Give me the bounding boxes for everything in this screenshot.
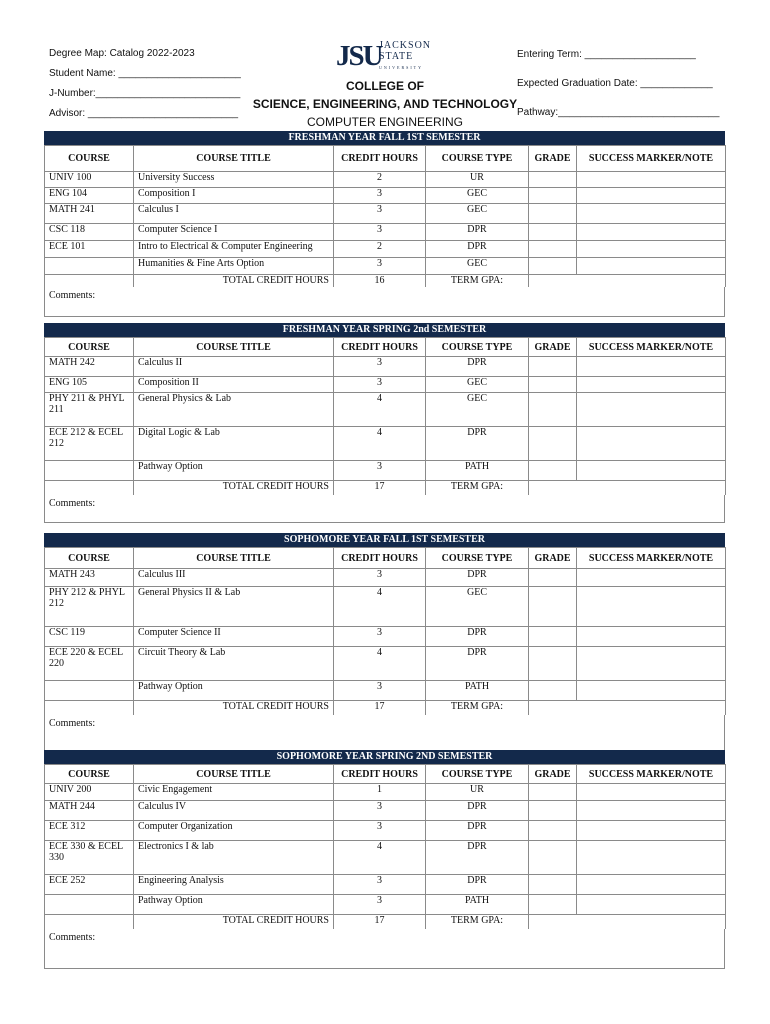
course-title-cell: Calculus IV (134, 801, 334, 821)
credits-col-header: CREDIT HOURS (334, 765, 426, 784)
grade-cell[interactable] (529, 172, 577, 188)
logo-mark: JSU (336, 40, 382, 72)
credit-hours-cell: 3 (334, 875, 426, 895)
term-gpa-value[interactable] (529, 701, 726, 715)
note-cell[interactable] (577, 895, 726, 915)
term-gpa-value[interactable] (529, 481, 726, 495)
header-right (517, 47, 719, 134)
term-gpa-label: TERM GPA: (426, 915, 529, 929)
note-cell[interactable] (577, 377, 726, 393)
logo-wordmark: JACKSON STATE UNIVERSITY (379, 40, 432, 70)
credit-hours-cell: 4 (334, 427, 426, 461)
course-code-cell: CSC 119 (45, 627, 134, 647)
table-row (45, 875, 726, 895)
course-type-cell: UR (426, 172, 529, 188)
total-credit-label: TOTAL CREDIT HOURS (134, 915, 334, 929)
grade-cell[interactable] (529, 461, 577, 481)
total-credit-value: 17 (334, 701, 426, 715)
student-name-field[interactable]: Student Name: ______________________ (49, 68, 241, 79)
table-row (45, 461, 726, 481)
course-title-cell: Circuit Theory & Lab (134, 647, 334, 681)
grade-cell[interactable] (529, 377, 577, 393)
course-col-header: COURSE (45, 146, 134, 172)
total-credit-value: 17 (334, 915, 426, 929)
grade-cell[interactable] (529, 801, 577, 821)
table-row (45, 841, 726, 875)
college-line2: SCIENCE, ENGINEERING, AND TECHNOLOGY (252, 97, 518, 111)
credit-hours-cell: 3 (334, 357, 426, 377)
table-row (45, 204, 726, 224)
course-title-cell: Humanities & Fine Arts Option (134, 258, 334, 275)
university-logo (336, 40, 440, 76)
course-table (44, 337, 726, 495)
course-title-cell: Composition II (134, 377, 334, 393)
grade-col-header: GRADE (529, 338, 577, 357)
table-row (45, 427, 726, 461)
term-gpa-label: TERM GPA: (426, 275, 529, 287)
table-row (45, 569, 726, 587)
table-header-row (45, 338, 726, 357)
note-cell[interactable] (577, 841, 726, 875)
credit-hours-cell: 3 (334, 569, 426, 587)
course-code-cell: MATH 243 (45, 569, 134, 587)
course-code-cell: ECE 252 (45, 875, 134, 895)
note-cell[interactable] (577, 681, 726, 701)
course-code-cell: MATH 242 (45, 357, 134, 377)
credit-hours-cell: 2 (334, 241, 426, 258)
credit-hours-cell: 3 (334, 895, 426, 915)
type-col-header: COURSE TYPE (426, 338, 529, 357)
comments-box[interactable] (44, 287, 725, 317)
note-cell[interactable] (577, 461, 726, 481)
course-table (44, 145, 726, 287)
title-col-header: COURSE TITLE (134, 338, 334, 357)
credit-hours-cell: 4 (334, 841, 426, 875)
note-cell[interactable] (577, 569, 726, 587)
course-title-cell: Pathway Option (134, 681, 334, 701)
total-row (45, 481, 726, 495)
course-code-cell (45, 895, 134, 915)
grade-cell[interactable] (529, 393, 577, 427)
grade-cell[interactable] (529, 647, 577, 681)
table-row (45, 681, 726, 701)
entering-term-field[interactable]: Entering Term: ____________________ (517, 49, 696, 60)
credit-hours-cell: 4 (334, 393, 426, 427)
table-row (45, 393, 726, 427)
course-title-cell: General Physics II & Lab (134, 587, 334, 627)
note-cell[interactable] (577, 821, 726, 841)
course-code-cell: ECE 212 & ECEL 212 (45, 427, 134, 461)
credit-hours-cell: 3 (334, 627, 426, 647)
course-col-header: COURSE (45, 338, 134, 357)
total-spacer (45, 915, 134, 929)
table-header-row (45, 765, 726, 784)
table-row (45, 784, 726, 801)
credit-hours-cell: 3 (334, 681, 426, 701)
total-credit-value: 17 (334, 481, 426, 495)
term-gpa-label: TERM GPA: (426, 701, 529, 715)
grade-cell[interactable] (529, 895, 577, 915)
course-table (44, 547, 726, 715)
grade-cell[interactable] (529, 224, 577, 241)
grade-cell[interactable] (529, 357, 577, 377)
table-row (45, 224, 726, 241)
course-type-cell: PATH (426, 681, 529, 701)
pathway-field[interactable]: Pathway:_____________________________ (517, 107, 720, 118)
table-row (45, 172, 726, 188)
total-credit-label: TOTAL CREDIT HOURS (134, 275, 334, 287)
note-col-header: SUCCESS MARKER/NOTE (577, 548, 726, 569)
note-cell[interactable] (577, 784, 726, 801)
comments-box[interactable] (44, 715, 725, 751)
note-col-header: SUCCESS MARKER/NOTE (577, 338, 726, 357)
course-title-cell: Intro to Electrical & Computer Engineering (134, 241, 334, 258)
course-code-cell: MATH 241 (45, 204, 134, 224)
course-code-cell: ECE 330 & ECEL 330 (45, 841, 134, 875)
grade-col-header: GRADE (529, 548, 577, 569)
course-type-cell: PATH (426, 895, 529, 915)
course-title-cell: Computer Science I (134, 224, 334, 241)
course-type-cell: UR (426, 784, 529, 801)
grade-cell[interactable] (529, 681, 577, 701)
course-col-header: COURSE (45, 548, 134, 569)
semester-title: FRESHMAN YEAR SPRING 2nd SEMESTER (44, 323, 725, 337)
total-row (45, 275, 726, 287)
college-line1: COLLEGE OF (346, 79, 424, 93)
course-type-cell: DPR (426, 357, 529, 377)
semester-title: SOPHOMORE YEAR SPRING 2ND SEMESTER (44, 750, 725, 764)
course-title-cell: Calculus III (134, 569, 334, 587)
course-code-cell (45, 461, 134, 481)
title-col-header: COURSE TITLE (134, 146, 334, 172)
credit-hours-cell: 3 (334, 188, 426, 204)
grade-cell[interactable] (529, 587, 577, 627)
program-name: COMPUTER ENGINEERING (306, 115, 463, 129)
course-code-cell (45, 258, 134, 275)
title-col-header: COURSE TITLE (134, 765, 334, 784)
table-row (45, 241, 726, 258)
header-left (49, 44, 241, 124)
table-row (45, 895, 726, 915)
credit-hours-cell: 4 (334, 587, 426, 627)
credit-hours-cell: 3 (334, 377, 426, 393)
note-cell[interactable] (577, 427, 726, 461)
table-row (45, 587, 726, 627)
advisor-field[interactable]: Advisor: ___________________________ (49, 108, 239, 119)
course-title-cell: Composition I (134, 188, 334, 204)
course-code-cell: PHY 211 & PHYL 211 (45, 393, 134, 427)
table-row (45, 357, 726, 377)
course-type-cell: GEC (426, 587, 529, 627)
comments-label: Comments: (49, 497, 96, 509)
total-credit-label: TOTAL CREDIT HOURS (134, 481, 334, 495)
semester-title: FRESHMAN YEAR FALL 1ST SEMESTER (44, 131, 725, 145)
course-table (44, 764, 726, 929)
catalog-label: Degree Map: Catalog 2022-2023 (49, 48, 195, 59)
note-cell[interactable] (577, 587, 726, 627)
note-cell[interactable] (577, 172, 726, 188)
course-type-cell: PATH (426, 461, 529, 481)
grade-cell[interactable] (529, 627, 577, 647)
credit-hours-cell: 3 (334, 224, 426, 241)
course-code-cell: UNIV 100 (45, 172, 134, 188)
credits-col-header: CREDIT HOURS (334, 548, 426, 569)
expected-graduation-field[interactable]: Expected Graduation Date: _____________ (517, 78, 713, 89)
course-title-cell: University Success (134, 172, 334, 188)
comments-label: Comments: (49, 289, 96, 301)
grade-cell[interactable] (529, 188, 577, 204)
note-cell[interactable] (577, 188, 726, 204)
credit-hours-cell: 3 (334, 821, 426, 841)
semester-section (44, 533, 725, 751)
comments-label: Comments: (49, 717, 96, 729)
course-type-cell: GEC (426, 393, 529, 427)
course-title-cell: Calculus I (134, 204, 334, 224)
grade-cell[interactable] (529, 241, 577, 258)
table-row (45, 647, 726, 681)
credit-hours-cell: 3 (334, 258, 426, 275)
credit-hours-cell: 4 (334, 647, 426, 681)
note-cell[interactable] (577, 204, 726, 224)
type-col-header: COURSE TYPE (426, 146, 529, 172)
table-row (45, 188, 726, 204)
note-cell[interactable] (577, 357, 726, 377)
course-type-cell: DPR (426, 224, 529, 241)
course-code-cell: ECE 312 (45, 821, 134, 841)
semester-section (44, 750, 725, 969)
total-spacer (45, 481, 134, 495)
course-code-cell: CSC 118 (45, 224, 134, 241)
grade-cell[interactable] (529, 258, 577, 275)
grade-cell[interactable] (529, 784, 577, 801)
course-type-cell: DPR (426, 427, 529, 461)
total-credit-value: 16 (334, 275, 426, 287)
total-spacer (45, 701, 134, 715)
grade-cell[interactable] (529, 204, 577, 224)
title-col-header: COURSE TITLE (134, 548, 334, 569)
course-type-cell: GEC (426, 377, 529, 393)
note-cell[interactable] (577, 627, 726, 647)
total-row (45, 701, 726, 715)
course-code-cell: UNIV 200 (45, 784, 134, 801)
table-row (45, 377, 726, 393)
course-code-cell (45, 681, 134, 701)
semester-section (44, 323, 725, 523)
grade-col-header: GRADE (529, 146, 577, 172)
comments-label: Comments: (49, 931, 96, 943)
course-type-cell: DPR (426, 801, 529, 821)
credit-hours-cell: 2 (334, 172, 426, 188)
grade-cell[interactable] (529, 841, 577, 875)
note-cell[interactable] (577, 224, 726, 241)
total-credit-label: TOTAL CREDIT HOURS (134, 701, 334, 715)
course-title-cell: Pathway Option (134, 461, 334, 481)
j-number-field[interactable]: J-Number:__________________________ (49, 88, 241, 99)
course-type-cell: GEC (426, 258, 529, 275)
note-cell[interactable] (577, 875, 726, 895)
course-title-cell: Computer Organization (134, 821, 334, 841)
note-col-header: SUCCESS MARKER/NOTE (577, 146, 726, 172)
term-gpa-value[interactable] (529, 275, 726, 287)
course-type-cell: DPR (426, 875, 529, 895)
note-cell[interactable] (577, 241, 726, 258)
total-spacer (45, 275, 134, 287)
table-row (45, 821, 726, 841)
table-header-row (45, 146, 726, 172)
table-row (45, 801, 726, 821)
table-row (45, 627, 726, 647)
note-cell[interactable] (577, 393, 726, 427)
course-type-cell: DPR (426, 627, 529, 647)
grade-cell[interactable] (529, 875, 577, 895)
course-type-cell: DPR (426, 841, 529, 875)
note-col-header: SUCCESS MARKER/NOTE (577, 765, 726, 784)
semester-section (44, 131, 725, 317)
grade-cell[interactable] (529, 427, 577, 461)
credits-col-header: CREDIT HOURS (334, 338, 426, 357)
course-type-cell: DPR (426, 569, 529, 587)
course-type-cell: DPR (426, 821, 529, 841)
course-code-cell: ENG 104 (45, 188, 134, 204)
table-row (45, 258, 726, 275)
type-col-header: COURSE TYPE (426, 548, 529, 569)
comments-box[interactable] (44, 929, 725, 969)
total-row (45, 915, 726, 929)
note-cell[interactable] (577, 258, 726, 275)
course-title-cell: General Physics & Lab (134, 393, 334, 427)
course-code-cell: PHY 212 & PHYL 212 (45, 587, 134, 627)
grade-col-header: GRADE (529, 765, 577, 784)
type-col-header: COURSE TYPE (426, 765, 529, 784)
course-title-cell: Computer Science II (134, 627, 334, 647)
course-type-cell: GEC (426, 204, 529, 224)
credit-hours-cell: 1 (334, 784, 426, 801)
course-title-cell: Engineering Analysis (134, 875, 334, 895)
course-type-cell: DPR (426, 241, 529, 258)
course-col-header: COURSE (45, 765, 134, 784)
note-cell[interactable] (577, 801, 726, 821)
credit-hours-cell: 3 (334, 461, 426, 481)
comments-box[interactable] (44, 495, 725, 523)
term-gpa-label: TERM GPA: (426, 481, 529, 495)
course-title-cell: Calculus II (134, 357, 334, 377)
course-title-cell: Electronics I & lab (134, 841, 334, 875)
term-gpa-value[interactable] (529, 915, 726, 929)
course-type-cell: DPR (426, 647, 529, 681)
course-code-cell: MATH 244 (45, 801, 134, 821)
semester-title: SOPHOMORE YEAR FALL 1ST SEMESTER (44, 533, 725, 547)
college-title (250, 78, 520, 130)
course-code-cell: ENG 105 (45, 377, 134, 393)
course-code-cell: ECE 220 & ECEL 220 (45, 647, 134, 681)
credit-hours-cell: 3 (334, 204, 426, 224)
course-code-cell: ECE 101 (45, 241, 134, 258)
course-title-cell: Pathway Option (134, 895, 334, 915)
course-title-cell: Digital Logic & Lab (134, 427, 334, 461)
grade-cell[interactable] (529, 569, 577, 587)
table-header-row (45, 548, 726, 569)
course-type-cell: GEC (426, 188, 529, 204)
credits-col-header: CREDIT HOURS (334, 146, 426, 172)
course-title-cell: Civic Engagement (134, 784, 334, 801)
grade-cell[interactable] (529, 821, 577, 841)
note-cell[interactable] (577, 647, 726, 681)
credit-hours-cell: 3 (334, 801, 426, 821)
